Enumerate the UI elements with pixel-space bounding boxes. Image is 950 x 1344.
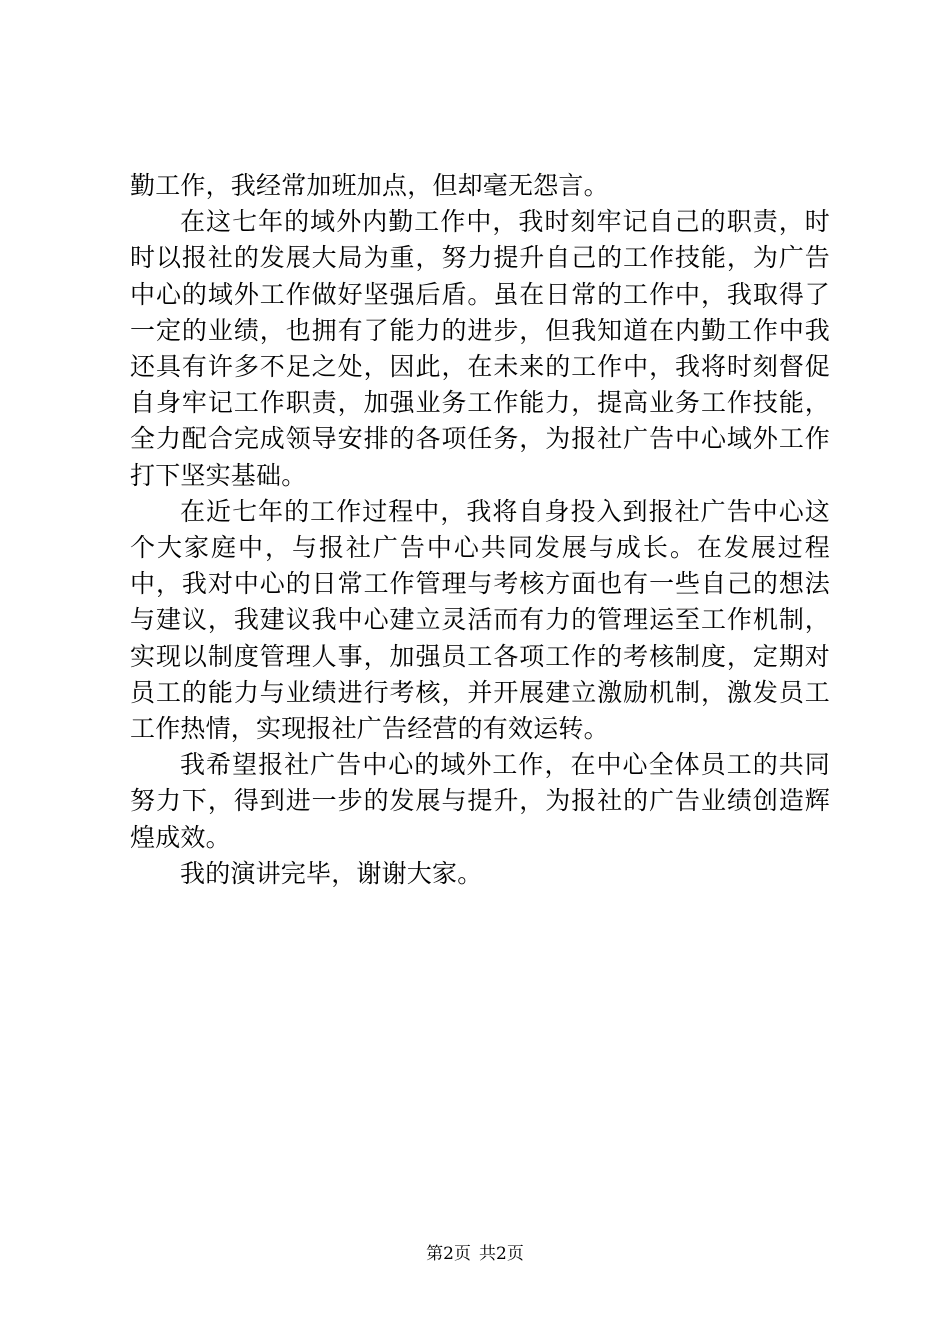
paragraph-suggestion: 在近七年的工作过程中，我将自身投入到报社广告中心这个大家庭中，与报社广告中心共同发展与成长。在发展过程中，我对中心的日常工作管理与考核方面也有一些自己的想法与建议，我建议我中心建立灵活而有力的管理运至工作机制，实现以制度管理人事，加强员工各项工作的考核制度，定期对员工的能力与业绩进行考核，并开展建立激励机制，激发员工工作热情，实现报社广告经营的有效运转。 — [130, 496, 830, 744]
paragraph-duty: 在这七年的域外内勤工作中，我时刻牢记自己的职责，时时以报社的发展大局为重，努力提升自己的工作技能，为广告中心的域外工作做好坚强后盾。虽在日常的工作中，我取得了一定的业绩，也拥有了能力的进步，但我知道在内勤工作中我还具有许多不足之处，因此，在未来的工作中，我将时刻督促自身牢记工作职责，加强业务工作能力，提高业务工作技能，全力配合完成领导安排的各项任务，为报社广告中心域外工作打下坚实基础。 — [130, 207, 830, 490]
paragraph-closing: 我的演讲完毕，谢谢大家。 — [180, 858, 483, 888]
document-body — [130, 168, 830, 892]
page-total: 共2页 — [479, 1244, 524, 1264]
paragraph-hope: 我希望报社广告中心的域外工作，在中心全体员工的共同努力下，得到进一步的发展与提升，为报社的广告业绩创造辉煌成效。 — [130, 750, 830, 852]
paragraph-continuation: 勤工作，我经常加班加点，但却毫无怨言。 — [130, 171, 609, 200]
page-number: 第2页 — [426, 1244, 471, 1264]
page-footer — [0, 1242, 950, 1266]
